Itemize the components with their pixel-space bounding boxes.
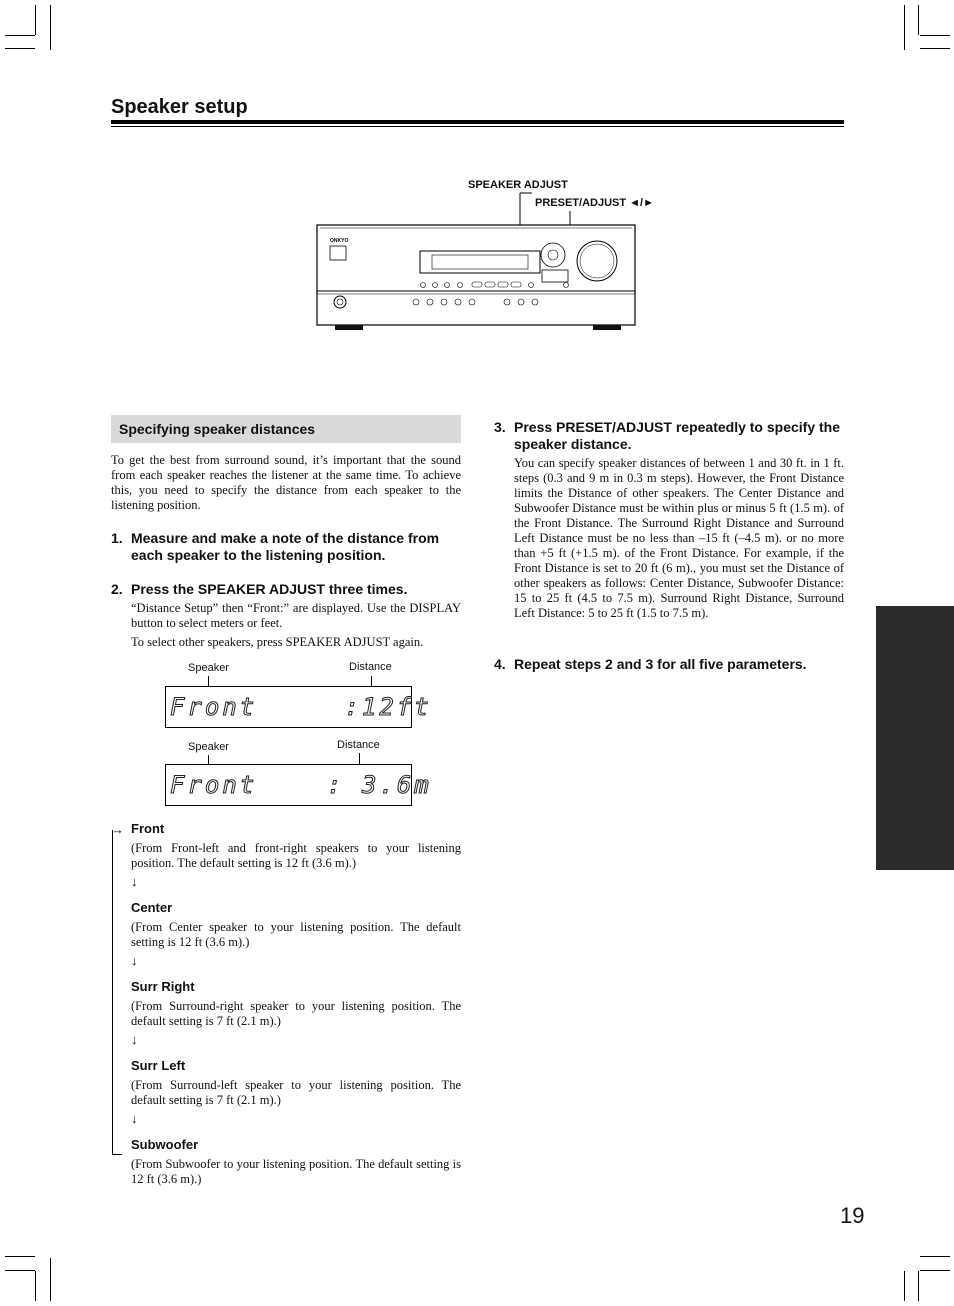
lcd-display <box>165 686 432 728</box>
intro-paragraph: To get the best from surround sound, it’s important that the sound from each speaker reaches the listener at the same time. To achieve this, you need to specify the distance from each speaker to the listening position. <box>111 453 461 512</box>
param-surr-left-title: Surr Left <box>131 1058 186 1073</box>
crop-mark <box>920 48 950 49</box>
lcd-text: Front :12ft <box>170 693 432 721</box>
title-rule <box>111 126 844 127</box>
right-arrow-icon: → <box>111 822 124 837</box>
step-title: Repeat steps 2 and 3 for all five parameters. <box>514 656 807 672</box>
crop-mark <box>904 5 905 50</box>
crop-mark <box>920 35 950 36</box>
crop-mark <box>904 1271 905 1301</box>
page-number: 19 <box>840 1203 865 1228</box>
display-label-distance: Distance <box>337 739 380 751</box>
crop-mark <box>920 1270 950 1271</box>
param-center-desc: (From Center speaker to your listening position. The default setting is 12 ft (3.6 m).) <box>131 920 461 949</box>
down-arrow-icon: ↓ <box>131 874 138 889</box>
crop-mark <box>918 1271 919 1301</box>
step-2 <box>111 581 461 598</box>
step-number: 2. <box>111 581 123 597</box>
step-1 <box>111 530 461 564</box>
crop-mark <box>5 1256 35 1257</box>
step-3 <box>494 419 844 453</box>
title-rule <box>111 120 844 124</box>
crop-mark <box>35 5 36 35</box>
page-title: Speaker setup <box>111 96 248 118</box>
param-surr-left-desc: (From Surround-left speaker to your listening position. The default setting is 7 ft (2.1 m).) <box>131 1078 461 1107</box>
param-front-desc: (From Front-left and front-right speakers to your listening position. The default setting is 12 ft (3.6 m).) <box>131 841 461 870</box>
section-heading-box <box>111 415 461 443</box>
step-2-body: “Distance Setup” then “Front:” are displayed. Use the DISPLAY button to select meters or feet. <box>131 601 461 630</box>
step-title: Press the SPEAKER ADJUST three times. <box>131 581 408 597</box>
step-3-body: You can specify speaker distances of between 1 and 30 ft. in 1 ft. steps (0.3 and 9 m in 0.3 m steps). However, the Front Distance limits the Distance of other speakers. The Center Distance and Subwoofer Distance must be within plus or minus 5 ft (1.5 m). of the Front Distance. The Surround Right Distance and Surround Left Distance must be no less than –15 ft (–4.5 m). or no more than +5 ft (+1.5 m). of the Front Distance. For example, if the Front Distance is set to 20 ft (6 m)., you must set the Distance of other speakers as follows: Center Distance, Subwoofer Distance: 15 to 25 ft (4.5 to 7.5 m). Surround Right Distance, Surround Left Distance: 5 to 25 ft (1.5 to 7.5 m). <box>514 456 844 620</box>
cycle-bracket <box>112 830 113 1155</box>
down-arrow-icon: ↓ <box>131 953 138 968</box>
param-subwoofer-title: Subwoofer <box>131 1137 199 1152</box>
step-2-note: To select other speakers, press SPEAKER ADJUST again. <box>131 635 424 649</box>
receiver-illustration <box>310 188 650 338</box>
chapter-side-tab <box>876 606 954 870</box>
param-surr-right-title: Surr Right <box>131 979 195 994</box>
step-title: Measure and make a note of the distance from each speaker to the listening position. <box>131 530 440 563</box>
crop-mark <box>50 1258 51 1301</box>
crop-mark <box>50 5 51 50</box>
display-label-distance: Distance <box>349 661 392 673</box>
down-arrow-icon: ↓ <box>131 1111 138 1126</box>
cycle-bracket <box>112 1154 122 1155</box>
param-front-title: Front <box>131 821 165 836</box>
param-center-title: Center <box>131 900 173 915</box>
step-4 <box>494 656 844 673</box>
crop-mark <box>5 35 35 36</box>
lcd-text: Front : 3.6m <box>170 771 432 799</box>
step-title: Press PRESET/ADJUST repeatedly to specify the speaker distance. <box>514 419 840 452</box>
down-arrow-icon: ↓ <box>131 1032 138 1047</box>
step-number: 4. <box>494 656 506 672</box>
crop-mark <box>918 5 919 35</box>
crop-mark <box>35 1271 36 1301</box>
display-label-speaker: Speaker <box>188 662 229 674</box>
step-number: 1. <box>111 530 123 546</box>
lcd-display <box>165 764 432 806</box>
speaker-adjust-callout: SPEAKER ADJUST <box>468 179 568 191</box>
crop-mark <box>5 48 35 49</box>
crop-mark <box>920 1256 950 1257</box>
step-number: 3. <box>494 419 506 435</box>
brand-logo: ONKYO <box>330 238 349 244</box>
param-surr-right-desc: (From Surround-right speaker to your listening position. The default setting is 7 ft (2.1 m).) <box>131 999 461 1028</box>
preset-adjust-callout: PRESET/ADJUST ◄/► <box>535 197 654 209</box>
param-subwoofer-desc: (From Subwoofer to your listening position. The default setting is 12 ft (3.6 m).) <box>131 1157 461 1186</box>
section-title: Specifying speaker distances <box>119 421 316 437</box>
crop-mark <box>5 1270 35 1271</box>
display-label-speaker: Speaker <box>188 741 229 753</box>
